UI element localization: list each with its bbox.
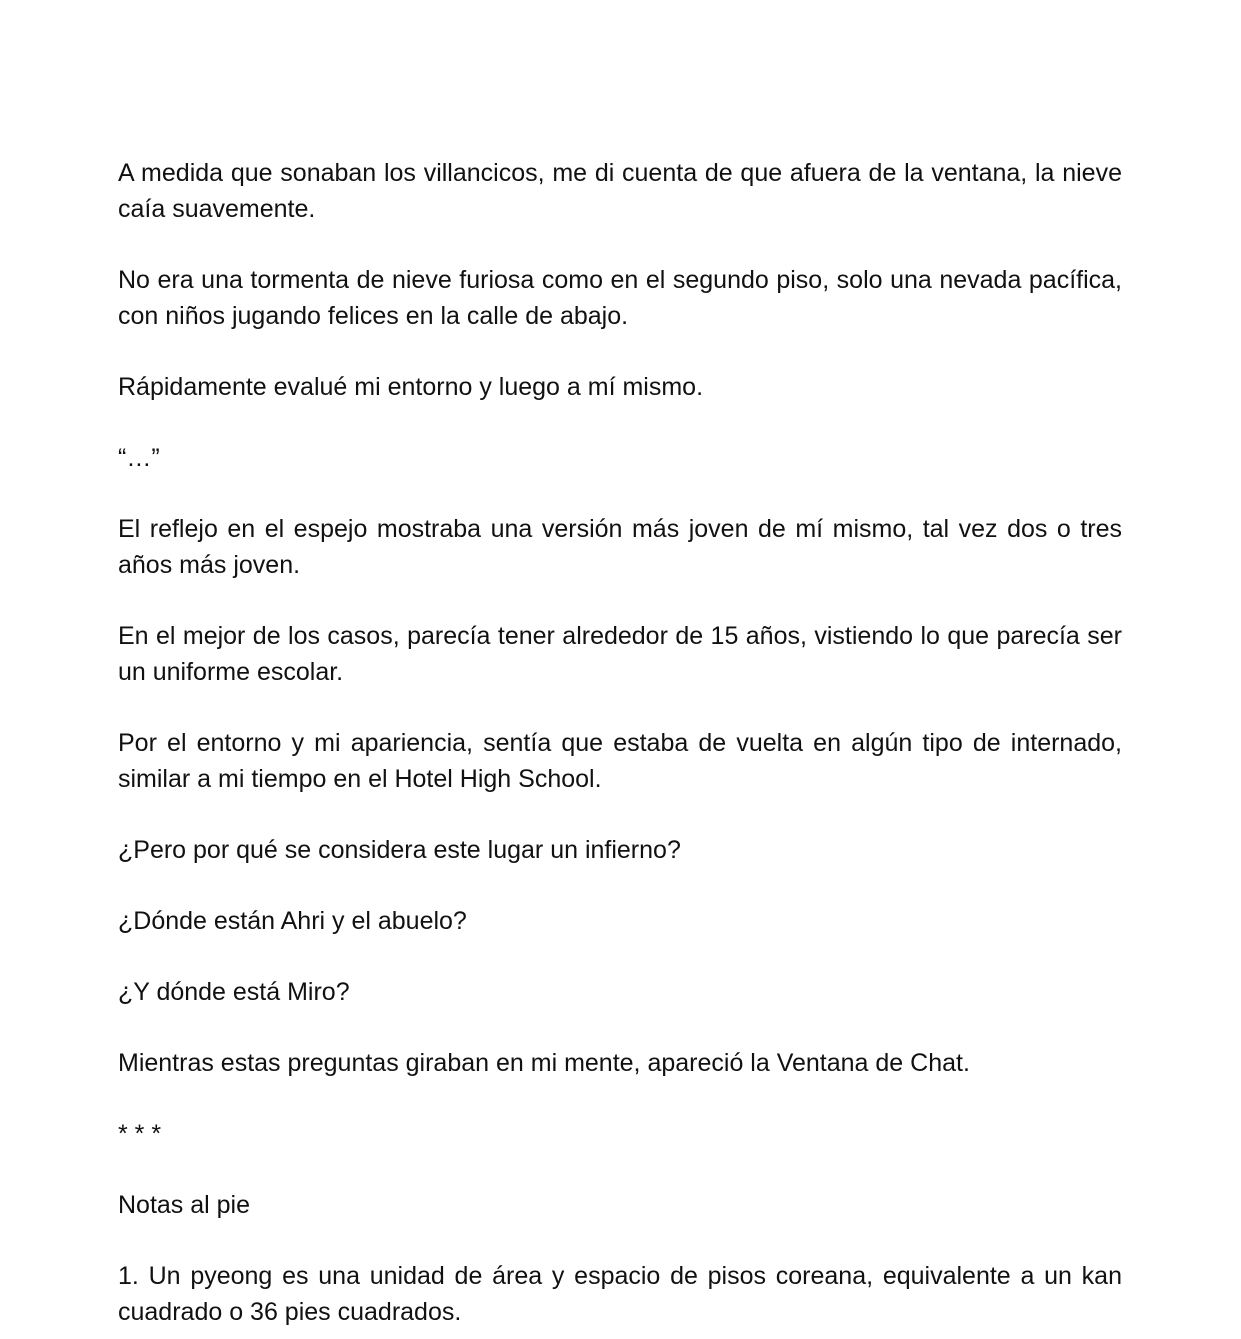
paragraph-3: Rápidamente evalué mi entorno y luego a mí mismo. bbox=[118, 373, 704, 401]
paragraph-11: Mientras estas preguntas giraban en mi mente, apareció la Ventana de Chat. bbox=[118, 1049, 970, 1077]
paragraph-10: ¿Y dónde está Miro? bbox=[118, 978, 350, 1006]
paragraph-5: El reflejo en el espejo mostraba una versión más joven de mí mismo, tal vez dos o tres años más joven. bbox=[118, 515, 1122, 579]
paragraph-8: ¿Pero por qué se considera este lugar un infierno? bbox=[118, 836, 681, 864]
paragraph-2: No era una tormenta de nieve furiosa como en el segundo piso, solo una nevada pacífica, con niños jugando felices en la calle de abajo. bbox=[118, 266, 1122, 330]
paragraph-7: Por el entorno y mi apariencia, sentía que estaba de vuelta en algún tipo de internado, similar a mi tiempo en el Hotel High School. bbox=[118, 729, 1122, 793]
document-page bbox=[118, 155, 1122, 1330]
paragraph-ellipsis: “…” bbox=[118, 444, 160, 472]
paragraph-6: En el mejor de los casos, parecía tener alrededor de 15 años, vistiendo lo que parecía ser un uniforme escolar. bbox=[118, 622, 1122, 686]
scene-break: * * * bbox=[118, 1120, 162, 1148]
footnotes-heading: Notas al pie bbox=[118, 1191, 251, 1219]
footnote-1: 1. Un pyeong es una unidad de área y espacio de pisos coreana, equivalente a un kan cuadrado o 36 pies cuadrados. bbox=[118, 1262, 1122, 1326]
paragraph-9: ¿Dónde están Ahri y el abuelo? bbox=[118, 907, 467, 935]
paragraph-1: A medida que sonaban los villancicos, me di cuenta de que afuera de la ventana, la nieve caía suavemente. bbox=[118, 159, 1122, 223]
